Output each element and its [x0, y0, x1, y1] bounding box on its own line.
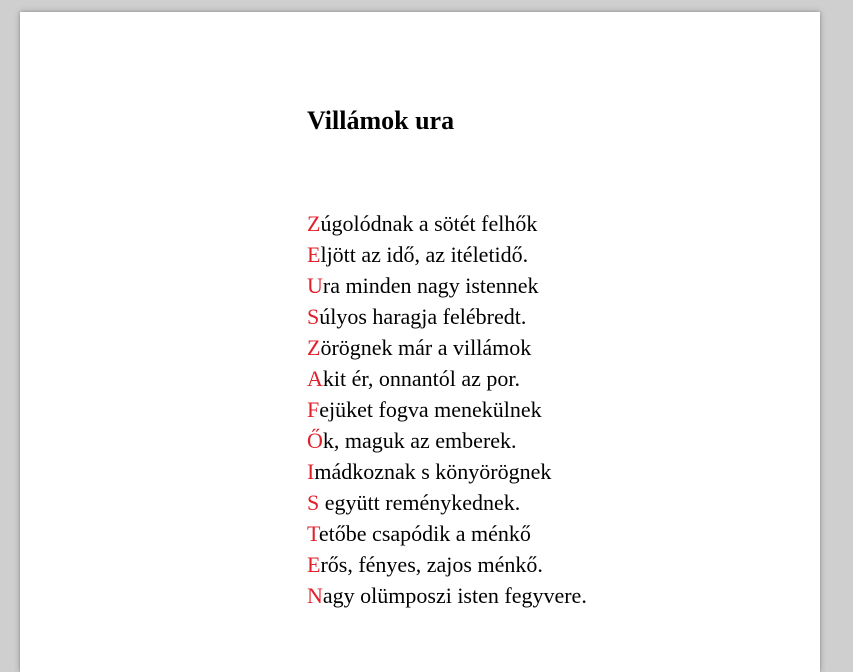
line-text: úgolódnak a sötét felhők	[320, 211, 538, 236]
acrostic-initial: T	[307, 521, 319, 546]
line-text: rős, fényes, zajos ménkő.	[320, 552, 543, 577]
line-text: etőbe csapódik a ménkő	[318, 521, 531, 546]
poem-line	[307, 332, 587, 363]
acrostic-initial: I	[307, 459, 315, 484]
poem-line	[307, 270, 587, 301]
acrostic-initial: S	[307, 490, 320, 515]
poem-line	[307, 487, 587, 518]
poem-line	[307, 363, 587, 394]
poem-line	[307, 425, 587, 456]
line-text: ra minden nagy istennek	[322, 273, 539, 298]
poem-line	[307, 301, 587, 332]
poem-line	[307, 239, 587, 270]
acrostic-initial: U	[307, 273, 323, 298]
line-text: kit ér, onnantól az por.	[322, 366, 520, 391]
acrostic-initial: N	[307, 583, 323, 608]
poem-line	[307, 456, 587, 487]
acrostic-initial: Ő	[307, 428, 323, 453]
poem-title: Villámok ura	[307, 106, 455, 135]
acrostic-initial: S	[307, 304, 320, 329]
line-text: agy olümposzi isten fegyvere.	[322, 583, 587, 608]
line-text: együtt reménykednek.	[319, 490, 521, 515]
acrostic-initial: E	[307, 552, 321, 577]
poem-line	[307, 208, 587, 239]
poem-line	[307, 394, 587, 425]
poem-body	[307, 208, 587, 611]
document-page	[20, 12, 820, 672]
poem-line	[307, 518, 587, 549]
line-text: k, maguk az emberek.	[322, 428, 517, 453]
acrostic-initial: F	[307, 397, 320, 422]
acrostic-initial: Z	[307, 211, 321, 236]
acrostic-initial: Z	[307, 335, 321, 360]
poem-line	[307, 549, 587, 580]
line-text: mádkoznak s könyörögnek	[314, 459, 552, 484]
acrostic-initial: A	[307, 366, 323, 391]
poem-line	[307, 580, 587, 611]
line-text: ejüket fogva menekülnek	[319, 397, 542, 422]
acrostic-initial: E	[307, 242, 321, 267]
line-text: örögnek már a villámok	[320, 335, 532, 360]
line-text: ljött az idő, az itéletidő.	[320, 242, 529, 267]
line-text: úlyos haragja felébredt.	[319, 304, 527, 329]
